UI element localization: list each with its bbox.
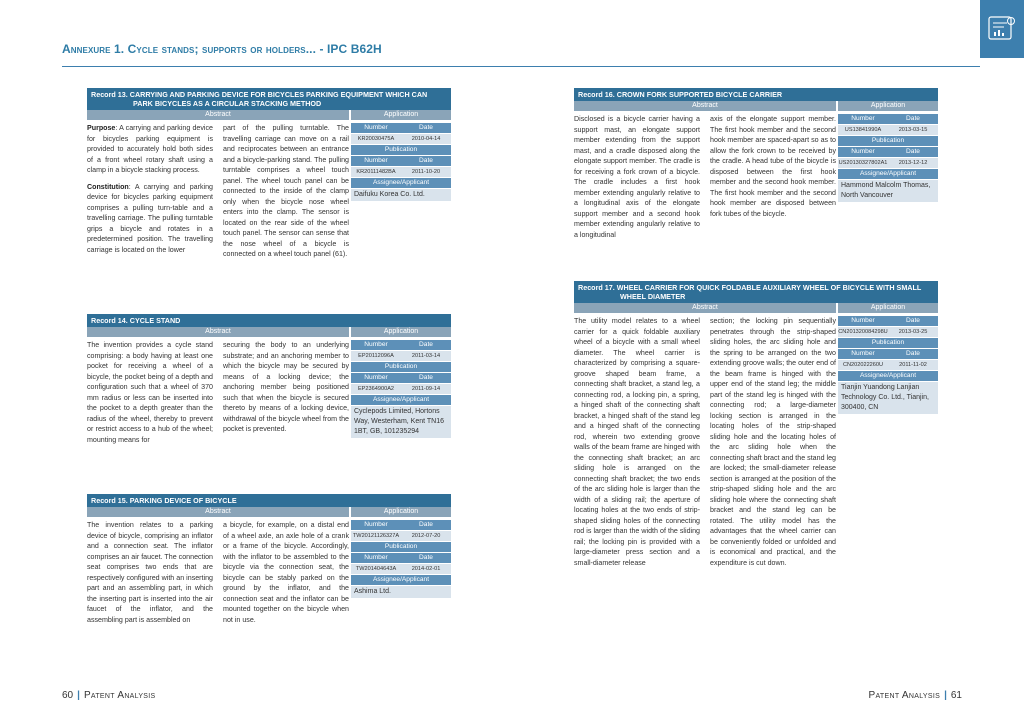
publication-date: 2011-11-02: [899, 362, 927, 368]
abstract-col1: The invention provides a cycle stand comprising: a body having at least one pocket for receiving a wheel of a bicycle, the pocket being of a depth and configuration such that a wheel of 370 mm radius or less can be inserted into the pocket to a depth greater than the radius of the wheel, thereby to prevent or restrict access to a hub of the wheel; mounting means for: [87, 341, 213, 444]
publication-label: Publication: [838, 136, 938, 146]
publication-label: Publication: [351, 362, 451, 372]
number-header: Number: [851, 115, 875, 122]
document-chart-icon: [986, 14, 1018, 44]
assignee-label: Assignee/Applicant: [351, 575, 451, 585]
assignee-value: Hammond Malcolm Thomas, North Vancouver: [838, 180, 938, 202]
application-label: Application: [838, 101, 938, 111]
application-label: Application: [351, 507, 451, 517]
application-number: EP20112096A: [358, 353, 394, 359]
application-number: TW20121126327A: [352, 533, 400, 539]
date-header: Date: [906, 317, 920, 324]
page-number-right: 61: [950, 690, 962, 701]
assignee-label: Assignee/Applicant: [351, 395, 451, 405]
publication-number: EP2364900A2: [357, 386, 395, 392]
number-header: Number: [851, 148, 875, 155]
application-number: CN201320084298U: [838, 329, 888, 335]
record-subheader: [87, 327, 451, 337]
header-rule: [62, 66, 980, 67]
application-table: [838, 114, 938, 240]
publication-label: Publication: [351, 542, 451, 552]
application-table: [351, 123, 451, 261]
publication-number: KR20111482BA: [356, 169, 396, 175]
number-header: Number: [364, 521, 388, 528]
abstract-col2: part of the pulling turntable. The travelling carriage can move on a rail and reciprocates between an entrance and a bicycle-parking stand. The pulling turntable comprises a wheel touch panel. The wheel touch panel can be connected to the inside of the clamp only when the bicycle nose wheel enters into the clamp. The sensor is located on the rear side of the wheel touch panel. The sensor can sense that the nose wheel of a bicycle is connected on a wheel touch panel (61).: [223, 124, 349, 258]
footer-left: [62, 690, 155, 701]
page-number-left: 60: [62, 690, 74, 701]
record-title: [87, 494, 451, 507]
assignee-label: Assignee/Applicant: [351, 178, 451, 188]
number-header: Number: [851, 350, 875, 357]
record-title: [87, 88, 451, 110]
date-header: Date: [419, 341, 433, 348]
abstract-col1: [87, 123, 213, 261]
abstract-col2: section; the locking pin sequentially penetrates through the strip-shaped sliding holes, the arc sliding hole and the spring to be arranged on the two extending groove walls; the outer end of the beam frame is hinged with the upper end of the stand leg; the middle part of the stand leg is hinged with the connecting rod; a large-diameter locking section is arranged in the locating holes of the strip-shaped sliding hole and the locating holes of the arc sliding hole when the connecting shaft bract and the stand leg are locked; the small-diameter release section is arranged at the position of the strip-shaped sliding hole and the arc sliding hole where the connecting shaft bracket and the stand leg can be rotated. The utility model has the advantages that the wheel carrier can be conveniently folded or unfolded and is economical and practical, and the expenditure is cut down.: [710, 317, 836, 567]
number-header: Number: [364, 374, 388, 381]
date-header: Date: [419, 124, 433, 131]
number-header: Number: [364, 157, 388, 164]
publication-date: 2014-02-01: [411, 566, 441, 572]
footer-label-left: Patent Analysis: [83, 690, 156, 701]
record-subheader: [87, 507, 451, 517]
application-date: 2012-07-20: [411, 533, 441, 539]
application-table: [351, 340, 451, 445]
record-title-line1: Record 16. CROWN FORK SUPPORTED BICYCLE CARRIER: [578, 90, 783, 99]
number-header: Number: [364, 124, 388, 131]
assignee-value: Cyclepods Limited, Hortons Way, Westerham, Kent TN16 1BT, GB, 101235294: [351, 406, 451, 438]
abstract-label: Abstract: [87, 110, 349, 120]
date-header: Date: [419, 157, 433, 164]
publication-number: CN202022260U: [842, 362, 884, 368]
footer-label-right: Patent Analysis: [868, 690, 941, 701]
abstract-col1: The utility model relates to a wheel carrier for a quick foldable auxiliary wheel of a bicycle with a small wheel diameter. The wheel carrier is characterized by comprising a square-groove shaped beam frame, a connecting shaft bracket, a stand leg, a connecting rod, a locking pin, a spring, a hinged shaft of the connecting shaft bracket, a hinged shaft of the stand leg and a hinged shaft of the connecting rod, wherein two extending groove walls of the beam frame are hinged with the connecting shaft bracket; an arc sliding hole is arranged on the connecting shaft bracket; the two ends of the arc sliding hole is larger than the width of a sliding rail; the aperture of locating holes at the two ends of strip-shaped sliding holes of the connecting rod is larger than the width of the sliding rail; the locking pin is provided with a large-diameter press section and a small-diameter release: [574, 317, 700, 567]
abstract-col2: axis of the elongate support member. The first hook member and the second hook member are spaced-apart so as to allow the fork crown to be received by the cradle. A head tube of the bicycle is disposed between the first hook member and the second hook member. The first hook member and the second hook member are disposed between fork tubes of the bicycle.: [710, 115, 836, 218]
publication-label: Publication: [351, 145, 451, 155]
abstract-label: Abstract: [574, 303, 836, 313]
application-number: US13841990A: [844, 127, 882, 133]
footer-separator: |: [944, 690, 947, 701]
application-number: KR20030475A: [357, 136, 395, 142]
publication-number: US20130327802A1: [838, 160, 888, 166]
record-subheader: [87, 110, 451, 120]
application-date: 2013-03-15: [898, 127, 928, 133]
assignee-value: Ashima Ltd.: [351, 586, 451, 598]
abstract-label: Abstract: [87, 327, 349, 337]
application-table: [838, 316, 938, 568]
date-header: Date: [906, 148, 920, 155]
record-title-line1: Record 15. PARKING DEVICE OF BICYCLE: [91, 496, 237, 505]
date-header: Date: [906, 350, 920, 357]
abstract-label: Abstract: [574, 101, 836, 111]
date-header: Date: [419, 554, 433, 561]
number-header: Number: [851, 317, 875, 324]
logo: [980, 0, 1024, 58]
application-table: [351, 520, 451, 625]
assignee-label: Assignee/Applicant: [838, 371, 938, 381]
record-15: [87, 494, 451, 625]
record-title-line1: Record 13. CARRYING AND PARKING DEVICE FOR BICYCLES PARKING EQUIPMENT WHICH CAN: [91, 90, 428, 99]
number-header: Number: [364, 341, 388, 348]
publication-date: 2013-12-12: [898, 160, 928, 166]
abstract-label: Abstract: [87, 507, 349, 517]
abstract-col2: securing the body to an underlying substrate; and an anchoring member to which the bicycle may be secured by means of a locking device; the anchoring member being positioned such that when the bicycle is secured thereto by means of a locking device, withdrawal of the bicycle wheel from the pocket is prevented.: [223, 341, 349, 433]
abstract-paragraph: Purpose: A carrying and parking device for bicycles parking equipment is provided to accurately hold both sides of a front wheel rotary shaft using a clamp in a bicycle stacking process.: [87, 124, 213, 174]
abstract-paragraph: Constitution: A carrying and parking device for bicycles parking equipment comprises a pulling turn-table and a travelling carriage. The pulling turntable grips a bicycle and rotates in a predetermined position. The travelling carriage is located on the lower: [87, 182, 213, 254]
publication-date: 2011-09-14: [411, 386, 441, 392]
application-label: Application: [838, 303, 938, 313]
footer-separator: |: [77, 690, 80, 701]
publication-date: 2011-10-20: [411, 169, 441, 175]
record-title: [87, 314, 451, 327]
record-title: [574, 281, 938, 303]
page-title: Annexure 1. Cycle stands; supports or holders... - IPC B62H: [62, 42, 382, 56]
record-16: [574, 88, 938, 240]
record-title-line2: WHEEL DIAMETER: [620, 292, 686, 301]
record-title-line1: Record 17. WHEEL CARRIER FOR QUICK FOLDABLE AUXILIARY WHEEL OF BICYCLE WITH SMALL: [578, 283, 922, 292]
publication-label: Publication: [838, 338, 938, 348]
record-title-line1: Record 14. CYCLE STAND: [91, 316, 181, 325]
assignee-value: Tianjin Yuandong Lanjian Technology Co. Ltd., Tianjin, 300400, CN: [838, 382, 938, 414]
record-13: [87, 88, 451, 261]
application-label: Application: [351, 327, 451, 337]
application-label: Application: [351, 110, 451, 120]
abstract-col1: The invention relates to a parking device of bicycle, comprising an inflator and a connection seat. The inflator comprises an air faucet. The connection seat comprises two ends that are respectively configured with an inserting part and an assembling part, in which the inserting part is inserted into the air faucet of the inflator, and the assembling part is assembled on: [87, 521, 213, 624]
date-header: Date: [419, 374, 433, 381]
record-subheader: [574, 101, 938, 111]
date-header: Date: [419, 521, 433, 528]
date-header: Date: [906, 115, 920, 122]
record-title-line2: PARK BICYCLES AS A CIRCULAR STACKING METHOD: [133, 99, 322, 108]
number-header: Number: [364, 554, 388, 561]
footer-right: [869, 690, 962, 701]
application-date: 2010-04-14: [411, 136, 441, 142]
publication-number: TW201404643A: [355, 566, 397, 572]
record-title: [574, 88, 938, 101]
record-17: [574, 281, 938, 568]
record-subheader: [574, 303, 938, 313]
assignee-value: Daifuku Korea Co. Ltd.: [351, 189, 451, 201]
assignee-label: Assignee/Applicant: [838, 169, 938, 179]
application-date: 2013-03-25: [898, 329, 928, 335]
record-14: [87, 314, 451, 445]
abstract-col2: a bicycle, for example, on a distal end of a wheel axle, an axle hole of a crank or a frame of the bicycle. Accordingly, with the inflator to be assembled to the bicycle via the connection seat, the bicycle can be stably parked on the ground by the inflator, and the connection seat and the inflator can be mounted together on the bicycle when not in use.: [223, 521, 349, 624]
application-date: 2011-03-14: [411, 353, 441, 359]
abstract-col1: Disclosed is a bicycle carrier having a support mast, an elongate support member extending from the support mast, and a cradle disposed along the elongate support member. The cradle is for receiving a fork crown of a bicycle. The cradle includes a first hook member extending angularly relative to a longitudinal axis of the elongate support member and a second hook member extending angularly relative to a longitudinal: [574, 115, 700, 239]
